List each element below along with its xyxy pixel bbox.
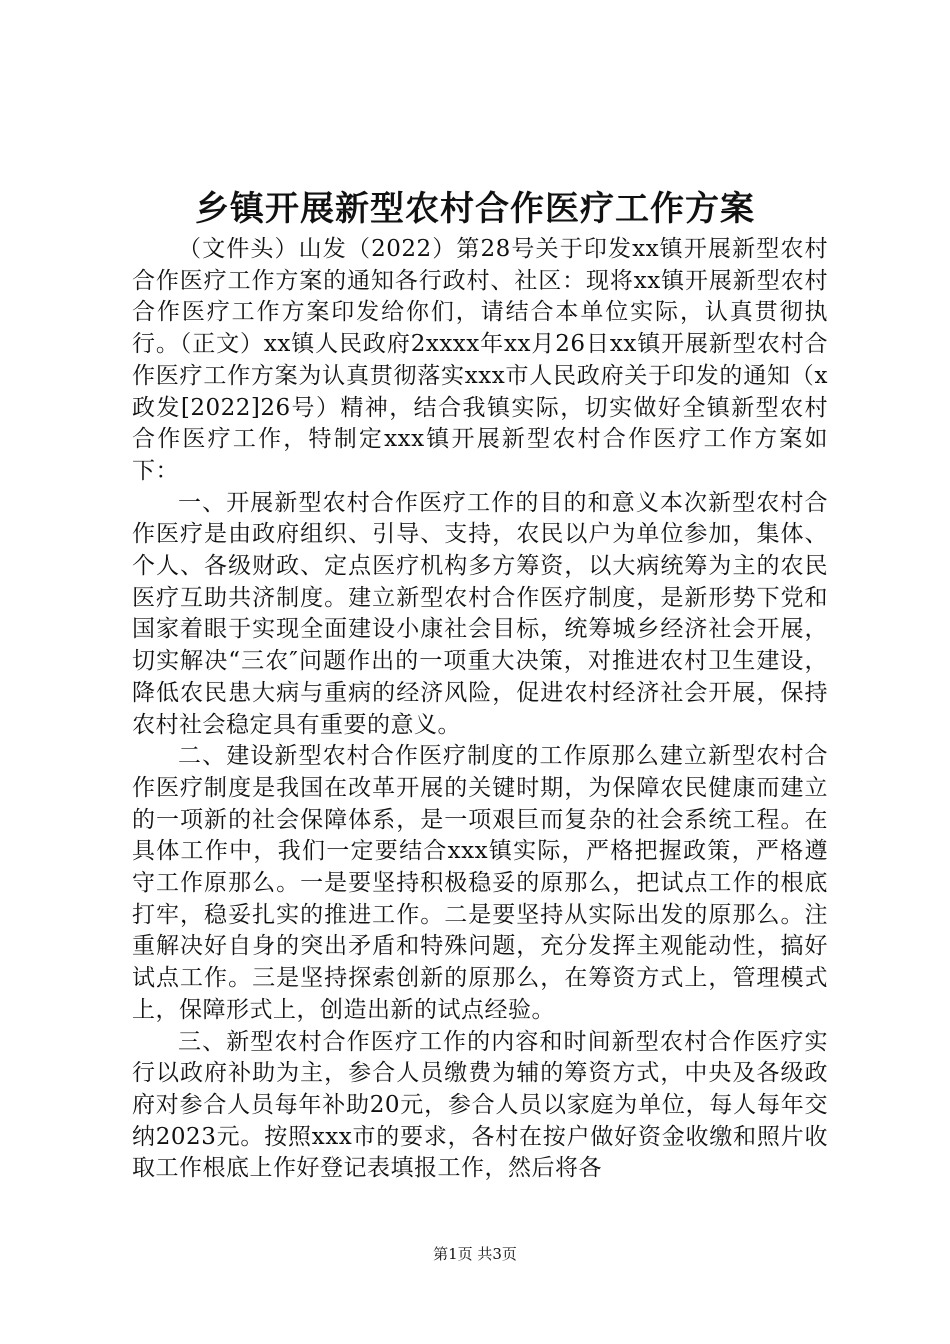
paragraph-intro: （文件头）山发（2022）第28号关于印发xx镇开展新型农村合作医疗工作方案的通知各行政村、社区：现将xx镇开展新型农村合作医疗工作方案印发给你们，请结合本单位实际，认真贯彻执行。（正文）xx镇人民政府2xxxx年xx月26日xx镇开展新型农村合作医疗工作方案为认真贯彻落实xxx市人民政府关于印发的通知（x政发[2022]26号）精神，结合我镇实际，切实做好全镇新型农村合作医疗工作，特制定xxx镇开展新型农村合作医疗工作方案如下： <box>132 236 828 484</box>
paragraph-section-1: 一、开展新型农村合作医疗工作的目的和意义本次新型农村合作医疗是由政府组织、引导、支持，农民以户为单位参加，集体、个人、各级财政、定点医疗机构多方筹资，以大病统筹为主的农民医疗互助共济制度。建立新型农村合作医疗制度，是新形势下党和国家着眼于实现全面建设小康社会目标，统筹城乡经济社会开展，切实解决“三农″问题作出的一项重大决策，对推进农村卫生建设，降低农民患大病与重病的经济风险，促进农村经济社会开展，保持农村社会稳定具有重要的意义。 <box>132 489 828 738</box>
paragraph-section-2: 二、建设新型农村合作医疗制度的工作原那么建立新型农村合作医疗制度是我国在改革开展的关键时期，为保障农民健康而建立的一项新的社会保障体系，是一项艰巨而复杂的社会系统工程。在具体工作中，我们一定要结合xxx镇实际，严格把握政策，严格遵守工作原那么。一是要坚持积极稳妥的原那么，把试点工作的根底打牢，稳妥扎实的推进工作。二是要坚持从实际出发的原那么。注重解决好自身的突出矛盾和特殊问题，充分发挥主观能动性，搞好试点工作。三是坚持探索创新的原那么，在筹资方式上，管理模式上，保障形式上，创造出新的试点经验。 <box>132 743 828 1023</box>
page-number-footer: 第1页 共3页 <box>433 1245 517 1263</box>
document-body <box>132 234 828 1185</box>
paragraph-section-3: 三、新型农村合作医疗工作的内容和时间新型农村合作医疗实行以政府补助为主，参合人员缴费为辅的筹资方式，中央及各级政府对参合人员每年补助20元，参合人员以家庭为单位，每人每年交纳2023元。按照xxx市的要求，各村在按户做好资金收缴和照片收取工作根底上作好登记表填报工作，然后将各 <box>132 1028 828 1182</box>
document-title: 乡镇开展新型农村合作医疗工作方案 <box>195 189 755 229</box>
